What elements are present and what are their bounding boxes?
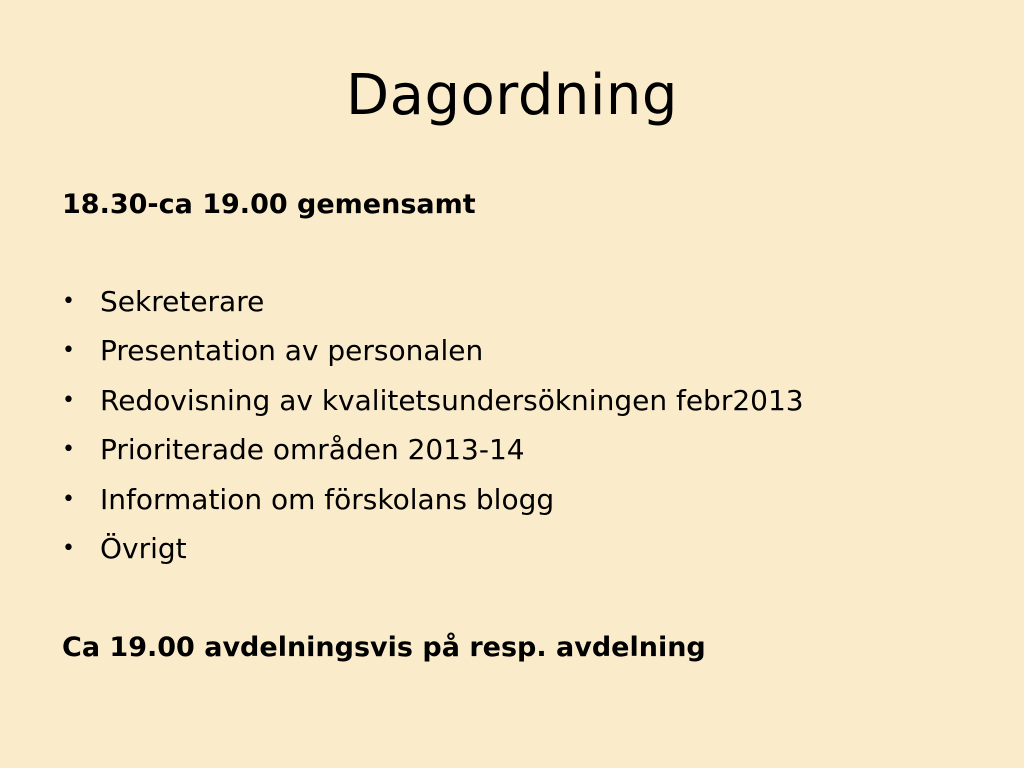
- slide-title: Dagordning: [346, 63, 678, 128]
- joint-session-heading: 18.30-ca 19.00 gemensamt: [62, 189, 476, 220]
- agenda-item-label: Information om förskolans blogg: [100, 482, 555, 516]
- agenda-item-blog-info: [62, 482, 804, 531]
- bullet-icon: •: [62, 338, 75, 364]
- agenda-item-priority-areas: [62, 432, 804, 481]
- agenda-item-label: Presentation av personalen: [100, 334, 484, 368]
- agenda-item-quality-survey: [62, 383, 804, 432]
- agenda-item-label: Övrigt: [100, 531, 187, 565]
- bullet-icon: •: [62, 437, 75, 463]
- agenda-item-label: Sekreterare: [100, 285, 265, 318]
- agenda-list: [62, 284, 804, 580]
- bullet-icon: •: [62, 289, 75, 314]
- agenda-item-secretary: [62, 284, 804, 333]
- bullet-icon: •: [62, 486, 75, 512]
- agenda-item-label: Prioriterade områden 2013-14: [100, 433, 525, 467]
- agenda-item-label: Redovisning av kvalitetsundersökningen febr2013: [100, 383, 804, 417]
- bullet-icon: •: [62, 535, 75, 561]
- bullet-icon: •: [62, 387, 75, 413]
- agenda-item-staff-presentation: [62, 333, 804, 382]
- agenda-item-other: [62, 531, 804, 580]
- department-session-heading: Ca 19.00 avdelningsvis på resp. avdelning: [62, 632, 706, 663]
